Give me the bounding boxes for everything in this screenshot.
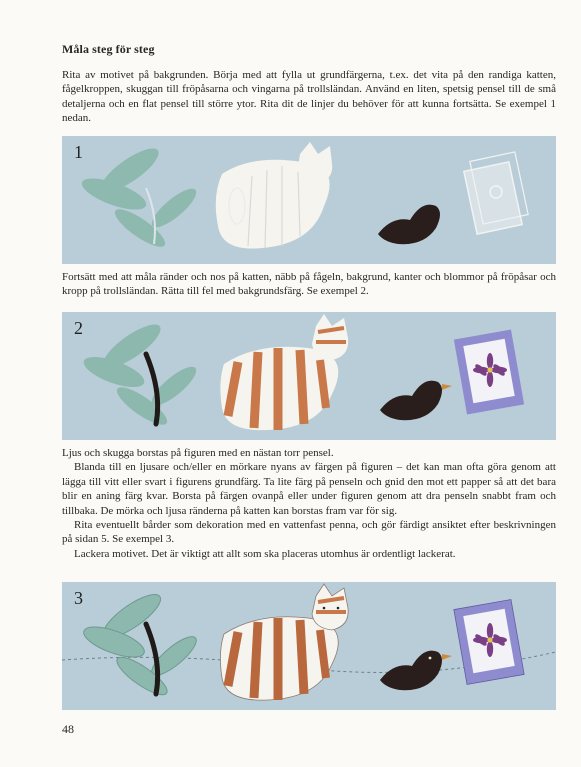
seed-packet-icon [454, 600, 524, 685]
blackbird-icon [380, 651, 442, 691]
step2-text: Fortsätt med att måla ränder och nos på katten, näbb på fågeln, bakgrund, kanter och blommor på fröpåsar och kropp på trollsländan. Rätta till fel med bakgrundsfärg. Se exempel 2. [62, 271, 556, 298]
step3-line-3: Rita eventuellt bårder som dekoration med en vattenfast penna, och gör färdigt ansiktet efter beskrivningen på sidan 5. Se exempel 3. [62, 519, 556, 546]
page-heading: Måla steg för steg [62, 42, 155, 56]
step3-line-4: Lackera motivet. Det är viktigt att allt som ska placeras utomhus är ordentligt lackerat. [74, 547, 456, 560]
panel-number-2: 2 [74, 318, 83, 338]
striped-cat-icon [216, 142, 332, 249]
example-panel-1 [62, 136, 556, 264]
seed-packet-icon [454, 330, 524, 415]
blackbird-icon [380, 381, 442, 421]
step3-paragraphs [62, 446, 556, 561]
dragonfly-icon [80, 317, 201, 430]
striped-cat-icon [220, 314, 348, 430]
panel-number-3: 3 [74, 588, 83, 608]
blackbird-icon [378, 205, 440, 245]
dragonfly-icon [80, 587, 201, 700]
panel-3-illustration [62, 582, 556, 710]
step3-line-2: Blanda till en ljusare och/eller en mörkare nyans av färgen på figuren – det kan man ofta göra genom att lägga till vitt eller svart i figurens grundfärg. Ta lite färg på penseln och gnid den mot ett papper så att det bara blir en aning färg kvar. Borsta på färgen ovanpå eller under figuren genom att dra penseln snabbt fram och tillbaka. De mörka och ljusa ränderna på katten kan borstas fram var för sig. [62, 461, 556, 517]
panel-1-illustration [62, 136, 556, 264]
panel-number-1: 1 [74, 142, 83, 162]
step3-line-1: Ljus och skugga borstas på figuren med en nästan torr pensel. [62, 447, 334, 459]
intro-paragraph [62, 68, 556, 126]
example-panel-2 [62, 312, 556, 440]
page-number: 48 [62, 722, 74, 736]
panel-2-illustration [62, 312, 556, 440]
example-panel-3 [62, 582, 556, 710]
intro-text: Rita av motivet på bakgrunden. Börja med att fylla ut grundfärgerna, t.ex. det vita på den randiga katten, fågelkroppen, skuggan till fröpåsarna och vingarna på trollsländan. Använd en liten, spetsig pensel till de små detaljerna och en flat pensel till större ytor. Rita dit de linjer du behöver för att kunna fortsätta. Se exempel 1 nedan. [62, 69, 556, 125]
seed-packet-icon [464, 152, 528, 234]
dragonfly-icon [78, 141, 201, 252]
striped-cat-icon [220, 584, 348, 700]
step2-paragraph [62, 270, 556, 299]
